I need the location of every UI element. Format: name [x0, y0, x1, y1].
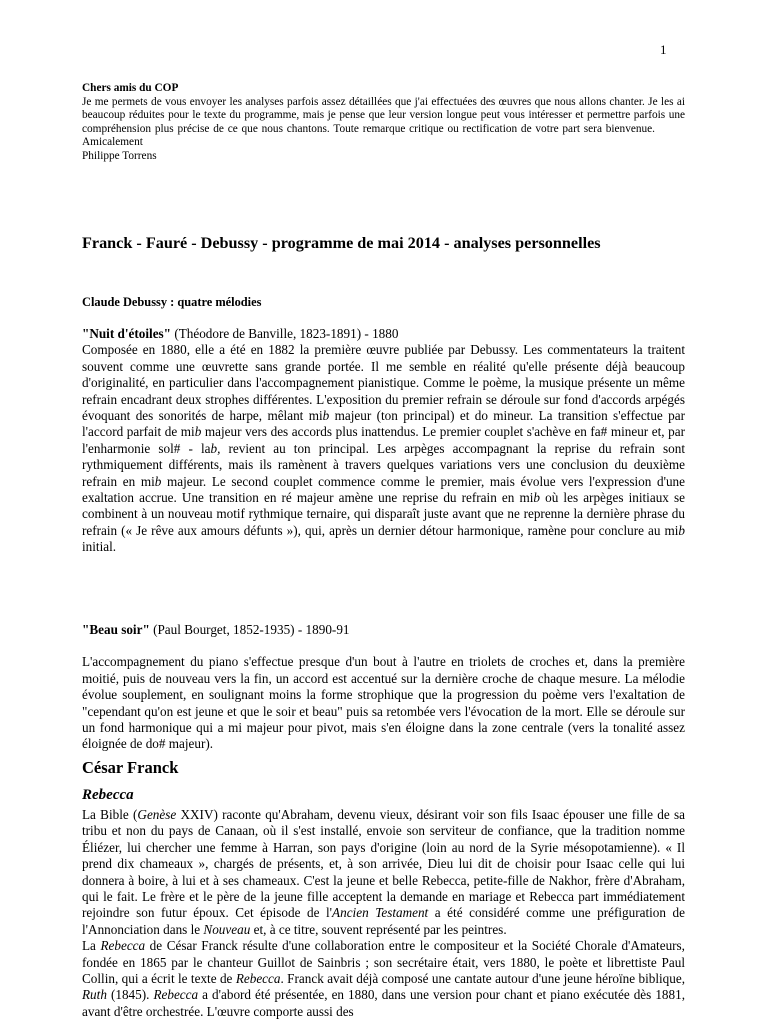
- flat-sign: b: [154, 473, 162, 489]
- intro-closing: Amicalement: [82, 136, 143, 148]
- work-title: Ruth: [82, 987, 107, 1003]
- flat-sign: b: [678, 522, 685, 538]
- work-title: Rebecca: [153, 987, 199, 1003]
- book-title: Ancien Testament: [332, 905, 429, 921]
- nuit-section: [82, 326, 685, 556]
- nuit-text: majeur vers des accords plus inattendus. Le premier couplet s'achève en fa# mineur et, par l'enharmonie sol# - la: [82, 424, 685, 456]
- rebecca-paragraph-1: [82, 807, 685, 938]
- page-number: 1: [660, 42, 667, 57]
- flat-sign: b: [533, 490, 540, 506]
- intro-text: Je me permets de vous envoyer les analyses parfois assez détaillées que j'ai effectuées des œuvres que nous allons chanter. Je les ai beaucoup réduites pour le texte du programme, mais je pense que leur version longue peut vous intéresser et permettre parfois une compréhension plus précise de ce que nous chantons. Toute remarque critique ou rectification de votre part sera bienvenue.: [82, 95, 685, 135]
- beau-paragraph: L'accompagnement du piano s'effectue presque d'un bout à l'autre en triolets de croches et, dans la première moitié, puis de nouveau vers la fin, un accord est accentué sur la dernière croche de chaque mesure. La mélodie évolue souplement, en soulignant moins la forme strophique que la progression du poème vers l'exaltation de "cependant qu'on est jeune et que le soir et beau" puis sa retombée vers l'évocation de la mort. Elle se déroule sur un fond harmonique qui a mi majeur pour pivot, mais s'en éloigne dans la zone centrale (vers la tonalité assez éloignée de do# majeur).: [82, 654, 685, 752]
- nuit-text: revient au ton principal. Les arpèges accompagnant la reprise du refrain sont rythmiquement différents, mais ils ramènent à travers quelques variations vers une conclusion du deuxième refrain en mi: [82, 440, 685, 489]
- beau-title: "Beau soir": [82, 622, 150, 637]
- nuit-text: où les arpèges initiaux se combinent à un nouveau motif rythmique ternaire, qui disparaît juste avant que ne reprenne la dernière phrase du refrain (« Je rêve aux amours défunts »), qui, après un dernier détour harmonique, ramène pour conclure au mi: [82, 490, 685, 538]
- rebecca-title: Rebecca: [82, 787, 134, 803]
- rebecca-text: de César Franck résulte d'une collaboration entre le compositeur et la Société Chorale d'Amateurs, fondée en 1865 par le chanteur Guillot de Sainbris ; son secrétaire était, vers 1880, le poète et librettiste Paul Collin, qui a écrit le texte de: [82, 938, 685, 987]
- flat-sign: b: [322, 408, 330, 424]
- nuit-title: "Nuit d'étoiles": [82, 326, 172, 341]
- book-title: Genèse: [137, 807, 177, 822]
- work-title: Rebecca: [100, 938, 146, 954]
- main-title: Franck - Fauré - Debussy - programme de mai 2014 - analyses personnelles: [82, 234, 601, 252]
- rebecca-section: [82, 807, 685, 1020]
- rebecca-text: et, à ce titre, souvent représenté par les peintres.: [250, 921, 507, 937]
- salutation: Chers amis du COP: [82, 82, 179, 94]
- beau-heading-line: [82, 622, 685, 638]
- debussy-heading: Claude Debussy : quatre mélodies: [82, 295, 262, 309]
- beau-section: [82, 622, 685, 753]
- signature: Philippe Torrens: [82, 149, 157, 162]
- rebecca-text: (1845).: [106, 987, 154, 1003]
- nuit-text: Composée en 1880, elle a été en 1882 la première œuvre publiée par Debussy. Les commentateurs la traitent souvent comme une œuvrette sans grande portée. Il me semble en réalité qu'elle présente déjà beaucoup d'originalité, en particulier dans l'accompagnement pianistique. Comme le poème, la musique présente un même refrain encadrant deux strophes différentes. L'exposition du premier refrain se déroule sur fond d'accords arpégés évoquant des sonorités de harpe, mêlant mi: [82, 342, 685, 424]
- rebecca-text: La Bible (: [82, 807, 138, 822]
- franck-heading: César Franck: [82, 758, 179, 777]
- book-title: Nouveau: [203, 921, 251, 937]
- nuit-text: initial.: [82, 539, 117, 555]
- rebecca-text: . Franck avait déjà composé une cantate autour d'une jeune héroïne biblique,: [280, 971, 685, 987]
- work-title: Rebecca: [235, 971, 281, 987]
- intro-letter: [82, 82, 685, 163]
- intro-body: [82, 96, 685, 150]
- beau-meta: (Paul Bourget, 1852-1935) - 1890-91: [149, 622, 350, 637]
- rebecca-text: a été considéré comme une préfiguration de l'Annonciation dans le: [82, 905, 685, 937]
- nuit-meta: (Théodore de Banville, 1823-1891) - 1880: [171, 326, 399, 341]
- nuit-paragraph: [82, 342, 685, 555]
- rebecca-paragraph-2: [82, 938, 685, 1020]
- nuit-heading-line: [82, 326, 685, 342]
- nuit-text: majeur (ton principal) et do mineur. La transition s'effectue par l'accord parfait de mi: [82, 408, 685, 440]
- rebecca-text: La: [82, 938, 101, 954]
- rebecca-text: XXIV) raconte qu'Abraham, devenu vieux, désirant voir son fils Isaac épouser une fille de sa tribu et non du pays de Canaan, où il s'est installé, envoie son serviteur de confiance, que la tradition nomme Éliézer, lui chercher une femme à Harran, son pays d'origine (loin au nord de la Syrie mésopotamienne). « Il prend dix chameaux », chargés de présents, et, à son arrivée, Dieu lui dit de choisir pour Isaac celle qui lui donnera à boire, à lui et à ses chameaux. C'est la jeune et belle Rebecca, petite-fille de Nakhor, frère d'Abraham, qui le fait. Le frère et le père de la jeune fille acceptent la demande en mariage et Rebecca part immédiatement rejoindre son futur époux. Cet épisode de l': [82, 807, 685, 921]
- flat-sign: b,: [210, 440, 221, 456]
- flat-sign: b: [194, 424, 202, 440]
- rebecca-text: a d'abord été présentée, en 1880, dans une version pour chant et piano exécutée dès 1881, avant d'être orchestrée. L'œuvre comporte aussi des: [82, 987, 685, 1019]
- nuit-text: majeur. Le second couplet commence comme le premier, mais évolue vers l'expression d'une exaltation accrue. Une transition en ré majeur amène une reprise du refrain en mi: [82, 473, 685, 506]
